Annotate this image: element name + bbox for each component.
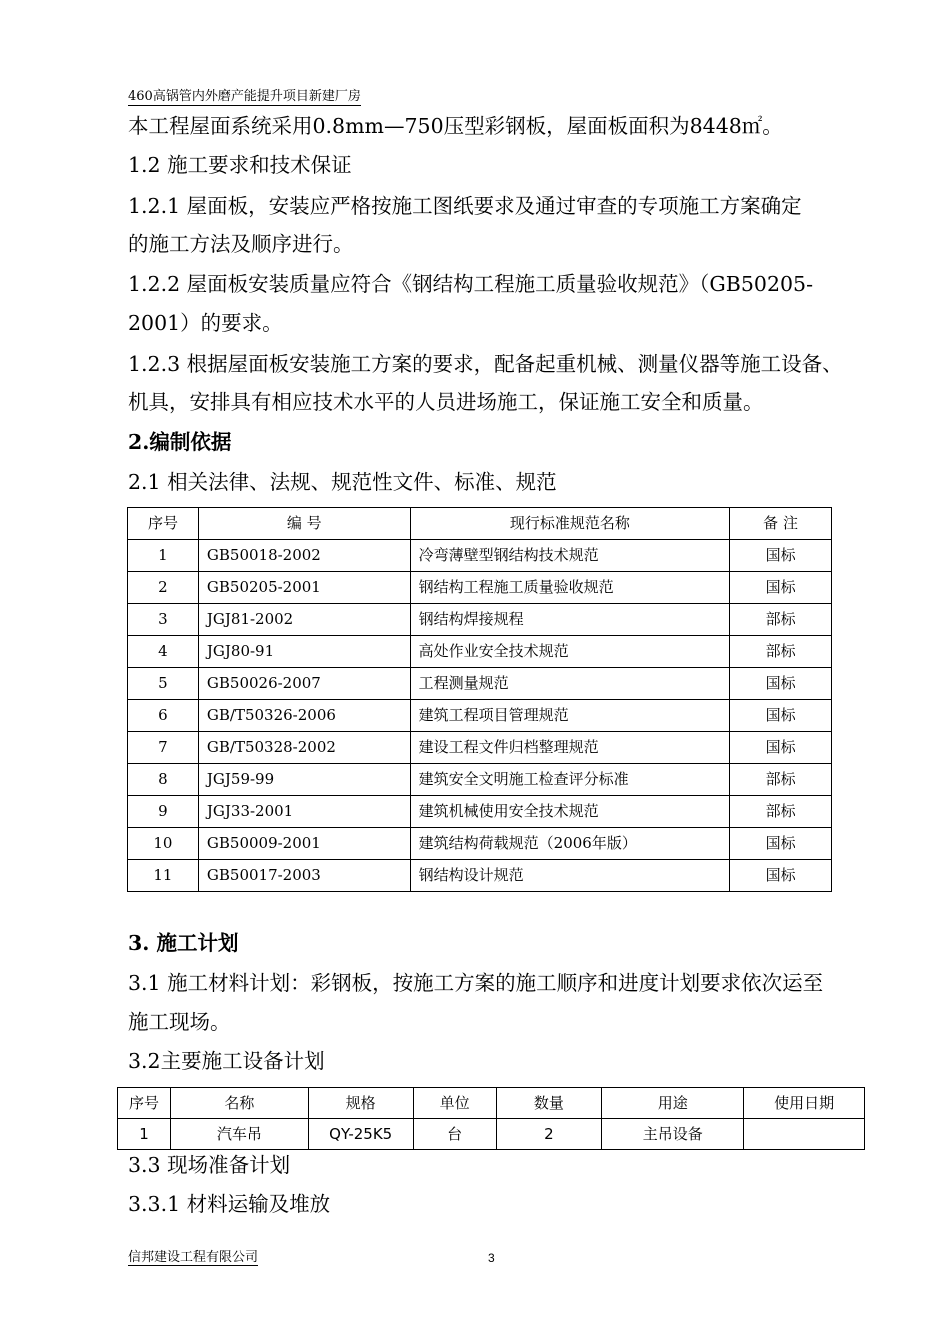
table-cell: 高处作业安全技术规范: [410, 636, 729, 668]
table-cell: JGJ59-99: [198, 764, 410, 796]
table-cell: GB50205-2001: [198, 572, 410, 604]
table-header-cell: 序号: [118, 1088, 171, 1119]
table-cell: GB/T50328-2002: [198, 732, 410, 764]
section-2-1-heading: 2.1 相关法律、法规、规范性文件、标准、规范: [128, 470, 557, 494]
table-cell: 建筑机械使用安全技术规范: [410, 796, 729, 828]
table-cell: 建筑结构荷载规范（2006年版）: [410, 828, 729, 860]
section-1-2-2-line1: 1.2.2 屋面板安装质量应符合《钢结构工程施工质量验收规范》（GB50205-: [128, 272, 814, 296]
section-3-3-heading: 3.3 现场准备计划: [128, 1153, 291, 1177]
table-row: [128, 764, 832, 796]
table-header-cell: 名称: [170, 1088, 308, 1119]
table-row: [128, 860, 832, 892]
table-cell: 主吊设备: [602, 1119, 744, 1150]
table-cell: 国标: [730, 700, 832, 732]
table-cell: 部标: [730, 764, 832, 796]
table-row: [128, 572, 832, 604]
standards-table: [127, 507, 832, 892]
section-1-2-2-line2: 2001）的要求。: [128, 311, 283, 335]
table-cell: 2: [128, 572, 199, 604]
table-cell: 建筑工程项目管理规范: [410, 700, 729, 732]
table-cell: 1: [128, 540, 199, 572]
table-row: [128, 540, 832, 572]
section-1-2-heading: 1.2 施工要求和技术保证: [128, 153, 352, 177]
table-cell: 国标: [730, 828, 832, 860]
table-cell: 台: [413, 1119, 496, 1150]
table-cell: 10: [128, 828, 199, 860]
table-header-row: [128, 508, 832, 540]
table-cell: 建筑安全文明施工检查评分标准: [410, 764, 729, 796]
page-number: 3: [488, 1251, 495, 1265]
section-3-heading: 3. 施工计划: [128, 931, 239, 955]
equipment-table: [117, 1087, 865, 1150]
table-cell: 11: [128, 860, 199, 892]
table-cell: 工程测量规范: [410, 668, 729, 700]
table-cell: GB50009-2001: [198, 828, 410, 860]
table-cell: 部标: [730, 604, 832, 636]
table-cell: GB/T50326-2006: [198, 700, 410, 732]
table-cell: JGJ80-91: [198, 636, 410, 668]
section-1-2-1-line2: 的施工方法及顺序进行。: [128, 232, 354, 256]
table-cell: 国标: [730, 732, 832, 764]
intro-paragraph: 本工程屋面系统采用0.8mm—750压型彩钢板，屋面板面积为8448㎡。: [128, 114, 783, 138]
table-row: [128, 732, 832, 764]
table-header-row: [118, 1088, 865, 1119]
table-cell: 3: [128, 604, 199, 636]
table-cell: 钢结构焊接规程: [410, 604, 729, 636]
table-row: [128, 604, 832, 636]
table-cell: 6: [128, 700, 199, 732]
table-cell: 部标: [730, 796, 832, 828]
table-cell: 冷弯薄壁型钢结构技术规范: [410, 540, 729, 572]
table-cell: 国标: [730, 668, 832, 700]
table-header-cell: 单位: [413, 1088, 496, 1119]
table-cell: [744, 1119, 865, 1150]
table-row: [128, 828, 832, 860]
table-cell: JGJ81-2002: [198, 604, 410, 636]
table-cell: 钢结构工程施工质量验收规范: [410, 572, 729, 604]
section-3-1-line1: 3.1 施工材料计划：彩钢板，按施工方案的施工顺序和进度计划要求依次运至: [128, 971, 824, 995]
section-1-2-3-line1: 1.2.3 根据屋面板安装施工方案的要求，配备起重机械、测量仪器等施工设备、: [128, 352, 843, 376]
table-cell: 钢结构设计规范: [410, 860, 729, 892]
table-cell: 国标: [730, 572, 832, 604]
table-cell: GB50026-2007: [198, 668, 410, 700]
table-cell: JGJ33-2001: [198, 796, 410, 828]
page-header: 460高锅管内外磨产能提升项目新建厂房: [128, 89, 361, 104]
section-1-2-1-line1: 1.2.1 屋面板，安装应严格按施工图纸要求及通过审查的专项施工方案确定: [128, 194, 802, 218]
table-cell: 国标: [730, 860, 832, 892]
table-header-cell: 备 注: [730, 508, 832, 540]
table-cell: GB50018-2002: [198, 540, 410, 572]
table-cell: 部标: [730, 636, 832, 668]
table-cell: 汽车吊: [170, 1119, 308, 1150]
table-header-cell: 使用日期: [744, 1088, 865, 1119]
section-3-3-1-heading: 3.3.1 材料运输及堆放: [128, 1192, 331, 1216]
table-cell: 2: [496, 1119, 602, 1150]
table-cell: 1: [118, 1119, 171, 1150]
table-header-cell: 现行标准规范名称: [410, 508, 729, 540]
section-3-1-line2: 施工现场。: [128, 1010, 231, 1034]
table-header-cell: 规格: [308, 1088, 413, 1119]
table-header-cell: 用途: [602, 1088, 744, 1119]
table-cell: 8: [128, 764, 199, 796]
table-cell: 建设工程文件归档整理规范: [410, 732, 729, 764]
table-cell: 9: [128, 796, 199, 828]
table-row: [128, 636, 832, 668]
section-3-2-heading: 3.2主要施工设备计划: [128, 1049, 325, 1073]
section-1-2-3-line2: 机具，安排具有相应技术水平的人员进场施工，保证施工安全和质量。: [128, 390, 764, 414]
footer-company: 信邦建设工程有限公司: [128, 1250, 259, 1265]
table-cell: 5: [128, 668, 199, 700]
table-header-cell: 序号: [128, 508, 199, 540]
table-cell: QY-25K5: [308, 1119, 413, 1150]
table-row: [128, 700, 832, 732]
table-row: [128, 796, 832, 828]
table-row: [118, 1119, 865, 1150]
table-header-cell: 编 号: [198, 508, 410, 540]
table-cell: 4: [128, 636, 199, 668]
table-cell: 7: [128, 732, 199, 764]
table-row: [128, 668, 832, 700]
table-header-cell: 数量: [496, 1088, 602, 1119]
section-2-heading: 2.编制依据: [128, 430, 232, 454]
table-cell: GB50017-2003: [198, 860, 410, 892]
table-cell: 国标: [730, 540, 832, 572]
